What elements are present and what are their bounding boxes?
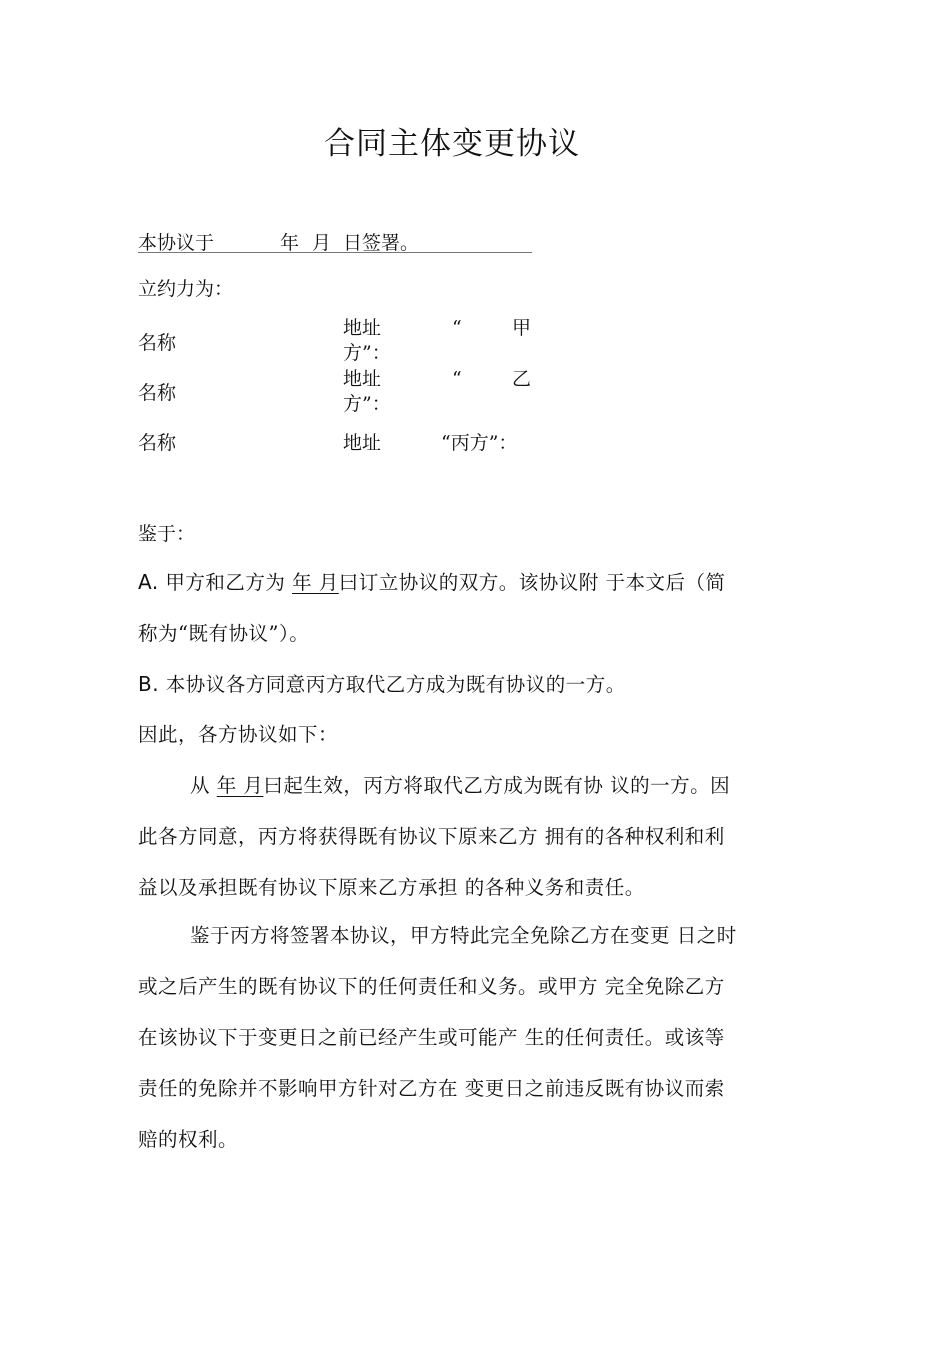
party-a-role-char: 甲 — [512, 317, 532, 339]
sign-date-year: 年 — [280, 232, 300, 254]
para2-line3: 在该协议下于变更日之前已经产生或可能产 生的任何责任。或该等 — [138, 1026, 725, 1049]
clause-a-line2: 称为“既有协议”）。 — [138, 622, 310, 645]
document-title: 合同主体变更协议 — [324, 126, 580, 162]
party-b-role-tail: 方”： — [343, 393, 391, 415]
party-c-name-label: 名称 — [138, 432, 177, 454]
parties-intro: 立约力为： — [138, 278, 234, 300]
clause-a-after: 曰订立协议的双方。该协议附 于本文后（简 — [338, 571, 726, 594]
therefore-line: 因此，各方协议如下： — [138, 723, 339, 746]
para1-date: 年 月 — [216, 774, 264, 797]
clause-b-marker: B. — [138, 672, 160, 696]
sign-date-prefix: 本协议于 — [138, 232, 215, 254]
body-paragraph-2 — [138, 910, 768, 1165]
para2-line5: 赔的权利。 — [138, 1128, 239, 1151]
party-b-name-label: 名称 — [138, 382, 177, 404]
party-c-addr-label: 地址 — [343, 432, 382, 454]
para1-line2: 此各方同意，丙方将获得既有协议下原来乙方 拥有的各种权利和利 — [138, 825, 725, 848]
clause-a-marker: A. — [138, 570, 159, 594]
sign-date-month: 月 — [312, 232, 332, 254]
para1-l1: 曰起生效，丙方将取代乙方成为既有协 议的一方。因 — [263, 774, 731, 797]
party-a-role-tail: 方”： — [343, 342, 391, 364]
party-b-addr-label: 地址 — [343, 368, 382, 390]
para1-line1 — [138, 760, 768, 811]
clause-a — [138, 557, 768, 659]
clause-b-text: 本协议各方同意丙方取代乙方成为既有协议的一方。 — [159, 673, 626, 696]
whereas-heading: 鉴于： — [138, 523, 196, 545]
sign-date-suffix: 日签署。 — [343, 232, 420, 254]
clause-a-before: 甲方和乙方为 — [158, 571, 293, 594]
clause-a-date: 年 月 — [292, 571, 339, 594]
sign-date-underline — [138, 252, 532, 253]
para2-line1: 鉴于丙方将签署本协议，甲方特此完全免除乙方在变更 日之时 — [190, 924, 737, 947]
para2-line2: 或之后产生的既有协议下的任何责任和义务。或甲方 完全免除乙方 — [138, 975, 725, 998]
clause-b — [138, 659, 768, 710]
body-paragraph-1 — [138, 760, 768, 913]
party-a-quote-open: “ — [452, 317, 462, 339]
party-a-addr-label: 地址 — [343, 317, 382, 339]
clause-a-line1 — [138, 557, 768, 608]
para2-line4: 责任的免除并不影响甲方针对乙方在 变更日之前违反既有协议而索 — [138, 1077, 725, 1100]
party-b-quote-open: “ — [452, 368, 462, 390]
party-a-name-label: 名称 — [138, 332, 177, 354]
para1-before: 从 — [190, 774, 217, 797]
party-b-role-char: 乙 — [512, 368, 532, 390]
para1-line3: 益以及承担既有协议下原来乙方承担 的各种义务和责任。 — [138, 876, 645, 899]
party-c-role: “丙方”： — [441, 432, 518, 454]
